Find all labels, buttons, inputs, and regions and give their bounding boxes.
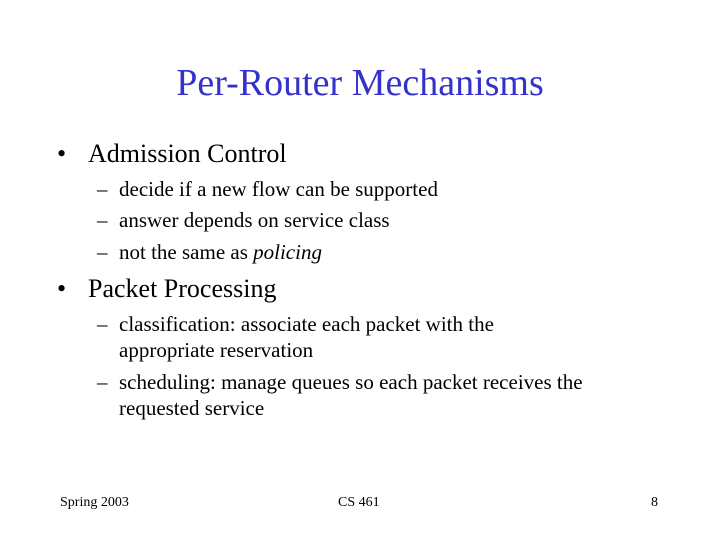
footer-page-number: 8 — [651, 495, 658, 510]
sub-item-text-line2: requested service — [119, 396, 265, 420]
bullet-admission-control — [57, 139, 287, 169]
sub-item-text-line2: appropriate reservation — [119, 338, 314, 362]
slide-title: Per-Router Mechanisms — [176, 62, 544, 104]
bullet-dot: • — [57, 274, 67, 303]
bullet-dot: • — [57, 139, 67, 168]
dash-marker: – — [97, 240, 108, 264]
sub-item-text-line1: scheduling: manage queues so each packet receives the — [119, 370, 583, 394]
sub-item-text: decide if a new flow can be supported — [119, 177, 438, 201]
sub-item-text-prefix: not the same as — [119, 240, 254, 264]
footer-left: Spring 2003 — [60, 495, 129, 510]
footer-center: CS 461 — [338, 495, 380, 510]
sub-item-text-italic: policing — [253, 240, 322, 264]
dash-marker: – — [97, 312, 108, 336]
dash-marker: – — [97, 370, 108, 394]
bullet-text: Admission Control — [88, 139, 287, 168]
dash-marker: – — [97, 177, 108, 201]
sub-item-text-line1: classification: associate each packet with the — [119, 312, 494, 336]
bullet-packet-processing — [57, 274, 276, 304]
bullet-text: Packet Processing — [88, 274, 277, 303]
dash-marker: – — [97, 208, 108, 232]
sub-item-text — [119, 239, 322, 265]
sub-item-text: answer depends on service class — [119, 208, 390, 232]
